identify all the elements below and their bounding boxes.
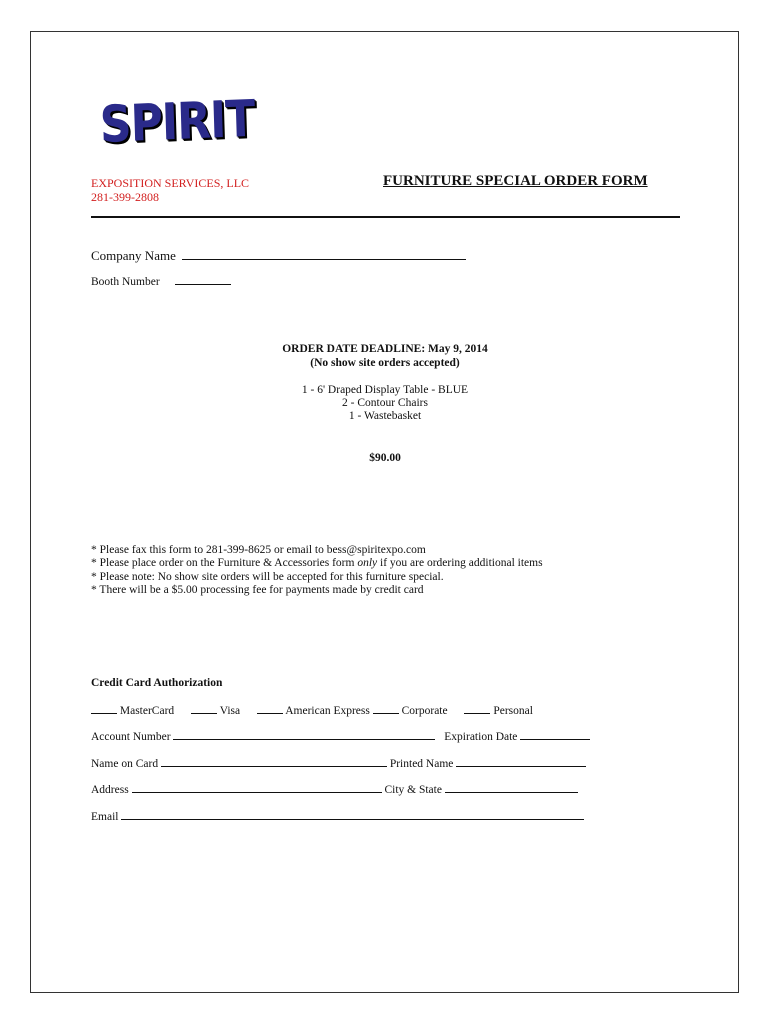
booth-number-field[interactable]: [91, 276, 231, 288]
order-item: 1 - 6' Draped Display Table - BLUE: [301, 384, 469, 396]
city-state-line[interactable]: [445, 792, 578, 793]
order-deadline-note: (No show site orders accepted): [310, 357, 460, 369]
note-place-suffix: if you are ordering additional items: [377, 557, 543, 569]
company-name: EXPOSITION SERVICES, LLC: [91, 176, 250, 190]
email-label: Email: [91, 811, 119, 823]
account-number-label: Account Number: [91, 731, 171, 743]
account-row: [91, 731, 590, 743]
card-type-row: [91, 705, 533, 717]
mastercard-checkbox[interactable]: [91, 713, 117, 714]
order-item: 1 - Wastebasket: [348, 410, 422, 422]
spirit-logo: [99, 89, 256, 155]
order-deadline: ORDER DATE DEADLINE: May 9, 2014: [282, 343, 488, 355]
company-name-line[interactable]: [182, 259, 466, 260]
personal-checkbox[interactable]: [464, 713, 490, 714]
amex-label: American Express: [285, 705, 370, 717]
email-line[interactable]: [121, 819, 584, 820]
address-row: [91, 784, 578, 796]
company-phone: 281-399-2808: [91, 190, 159, 204]
note-place-order: [91, 557, 543, 569]
credit-card-heading: Credit Card Authorization: [91, 677, 223, 689]
note-fax: * Please fax this form to 281-399-8625 or email to bess@spiritexpo.com: [91, 544, 426, 556]
form-title: FURNITURE SPECIAL ORDER FORM: [383, 173, 648, 189]
order-price: $90.00: [369, 452, 401, 464]
name-on-card-line[interactable]: [161, 766, 387, 767]
mastercard-label: MasterCard: [119, 705, 175, 717]
account-number-line[interactable]: [173, 739, 435, 740]
address-label: Address: [91, 784, 129, 796]
printed-name-label: Printed Name: [389, 758, 454, 770]
note-no-show: * Please note: No show site orders will be accepted for this furniture special.: [91, 571, 444, 583]
visa-checkbox[interactable]: [191, 713, 217, 714]
booth-number-label: Booth Number: [91, 276, 160, 288]
expiration-date-label: Expiration Date: [444, 731, 518, 743]
personal-label: Personal: [493, 705, 533, 717]
note-place-only: only: [357, 557, 378, 569]
company-name-field[interactable]: [91, 248, 466, 264]
printed-name-line[interactable]: [456, 766, 586, 767]
email-row: [91, 811, 584, 823]
logo-text: SPIRIT: [99, 89, 256, 155]
note-place-prefix: * Please place order on the Furniture & Accessories form: [91, 557, 358, 569]
name-on-card-label: Name on Card: [91, 758, 159, 770]
city-state-label: City & State: [384, 784, 442, 796]
header-divider: [91, 216, 680, 218]
order-item: 2 - Contour Chairs: [342, 397, 428, 409]
corporate-checkbox[interactable]: [373, 713, 399, 714]
company-name-label: Company Name: [91, 248, 176, 263]
corporate-label: Corporate: [401, 705, 448, 717]
note-fee: * There will be a $5.00 processing fee for payments made by credit card: [91, 584, 424, 596]
name-row: [91, 758, 586, 770]
address-line[interactable]: [132, 792, 382, 793]
booth-number-line[interactable]: [175, 284, 231, 285]
visa-label: Visa: [219, 705, 241, 717]
amex-checkbox[interactable]: [257, 713, 283, 714]
expiration-date-line[interactable]: [520, 739, 590, 740]
